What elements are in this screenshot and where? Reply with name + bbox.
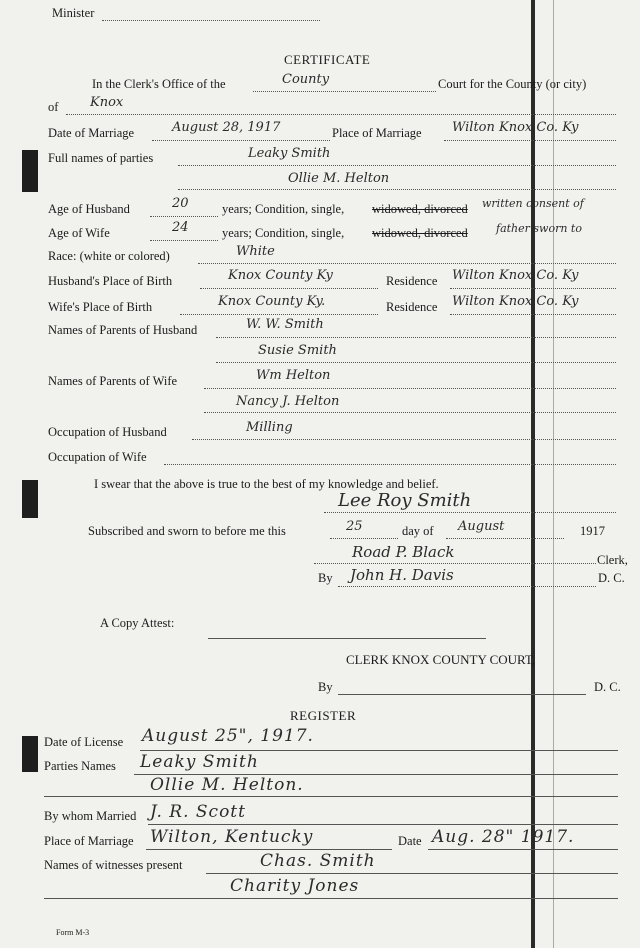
binder-tab-middle (22, 480, 38, 518)
race-value: White (236, 244, 275, 259)
register-party1-value: Leaky Smith (140, 752, 259, 772)
register-date-label: Date (398, 834, 422, 848)
license-value: August 25", 1917. (142, 726, 314, 746)
age-husband-line (150, 216, 218, 217)
age-wife-label: Age of Wife (48, 226, 110, 240)
year-value: 1917 (580, 524, 605, 538)
occupation-wife-line (164, 464, 616, 465)
attest-by-label: By (318, 680, 333, 694)
witness1-line (206, 873, 618, 874)
husband-residence-label: Residence (386, 274, 438, 288)
parent-h2-line (216, 362, 616, 363)
deputy-signature-line (338, 586, 596, 587)
married-by-label: By whom Married (44, 809, 137, 823)
husband-birth-value: Knox County Ky (228, 268, 333, 283)
license-line (140, 750, 618, 751)
register-place-label: Place of Marriage (44, 834, 134, 848)
binder-tab-top (22, 150, 38, 192)
date-of-marriage-label: Date of Marriage (48, 126, 135, 140)
party2-value: Ollie M. Helton (288, 171, 390, 186)
license-label: Date of License (44, 735, 124, 749)
court-label: Court for the County (or city) (438, 77, 587, 91)
fold-line-faint (553, 0, 554, 948)
witnesses-label: Names of witnesses present (44, 858, 183, 872)
minister-line (102, 20, 320, 21)
place-of-marriage-line (444, 140, 616, 141)
parent-h2-value: Susie Smith (258, 343, 337, 358)
day-line (330, 538, 398, 539)
fold-line (531, 0, 535, 948)
copy-attest-label: A Copy Attest: (100, 616, 175, 630)
wife-birth-line (180, 314, 378, 315)
wife-birth-label: Wife's Place of Birth (48, 300, 153, 314)
copy-attest-line (208, 638, 486, 639)
place-of-marriage-label: Place of Marriage (332, 126, 422, 140)
husband-residence-line (450, 288, 616, 289)
occupation-husband-value: Milling (246, 420, 293, 435)
age-husband-label: Age of Husband (48, 202, 130, 216)
register-party2-line (44, 796, 618, 797)
occupation-husband-line (192, 439, 616, 440)
month-value: August (458, 519, 505, 534)
consent-note-1: written consent of (482, 197, 584, 210)
parent-w1-value: Wm Helton (256, 368, 331, 383)
register-party2-value: Ollie M. Helton. (150, 775, 304, 795)
husband-condition-text: years; Condition, single, (222, 202, 345, 216)
clerk-county-court: CLERK KNOX COUNTY COURT, (346, 652, 536, 667)
deputy-by-label: By (318, 571, 333, 585)
deputy-dc-label: D. C. (598, 571, 625, 585)
register-date-line (428, 849, 618, 850)
affiant-signature: Lee Roy Smith (338, 490, 472, 511)
clerk-signature-line (314, 563, 596, 564)
full-names-label: Full names of parties (48, 151, 154, 165)
of-line (66, 114, 616, 115)
clerk-office-line (253, 91, 436, 92)
husband-widowed-divorced: widowed, divorced (372, 202, 468, 216)
clerk-signature: Road P. Black (352, 543, 455, 561)
deputy-signature: John H. Davis (350, 566, 454, 584)
parties-names-label: Parties Names (44, 759, 116, 773)
clerk-label: Clerk, (597, 553, 628, 567)
place-of-marriage-value: Wilton Knox Co. Ky (452, 120, 579, 135)
register-place-line (146, 849, 392, 850)
age-wife-line (150, 240, 218, 241)
party2-line (178, 189, 616, 190)
husband-birth-line (200, 288, 378, 289)
certificate-title: CERTIFICATE (284, 52, 371, 67)
signature-line (324, 512, 616, 513)
attest-dc-label: D. C. (594, 680, 621, 694)
occupation-husband-label: Occupation of Husband (48, 425, 167, 439)
wife-residence-line (450, 314, 616, 315)
age-wife-value: 24 (172, 220, 189, 235)
day-of-label: day of (402, 524, 434, 538)
age-husband-value: 20 (172, 196, 189, 211)
consent-note-2: father sworn to (496, 222, 582, 235)
form-number: Form M-3 (56, 928, 90, 937)
husband-residence-value: Wilton Knox Co. Ky (452, 268, 579, 283)
clerk-office-value: County (282, 72, 330, 87)
parent-w2-value: Nancy J. Helton (236, 394, 340, 409)
month-line (446, 538, 564, 539)
wife-condition-text: years; Condition, single, (222, 226, 345, 240)
party1-line (178, 165, 616, 166)
subscribed-label: Subscribed and sworn to before me this (88, 524, 286, 538)
wife-birth-value: Knox County Ky. (218, 294, 326, 309)
witness1-value: Chas. Smith (260, 851, 376, 871)
register-title: REGISTER (290, 708, 357, 723)
day-value: 25 (346, 519, 363, 534)
race-line (198, 263, 616, 264)
parents-husband-label: Names of Parents of Husband (48, 323, 198, 337)
race-label: Race: (white or colored) (48, 249, 170, 263)
clerk-office-label: In the Clerk's Office of the (92, 77, 226, 91)
date-of-marriage-value: August 28, 1917 (172, 120, 281, 135)
married-by-line (148, 824, 618, 825)
witness2-line (44, 898, 618, 899)
witness2-value: Charity Jones (230, 876, 360, 896)
parent-w2-line (204, 412, 616, 413)
married-by-value: J. R. Scott (150, 802, 246, 822)
binder-tab-bottom (22, 736, 38, 772)
register-date-value: Aug. 28" 1917. (432, 827, 575, 847)
wife-residence-label: Residence (386, 300, 438, 314)
wife-residence-value: Wilton Knox Co. Ky (452, 294, 579, 309)
minister-label: Minister (52, 6, 95, 20)
husband-birth-label: Husband's Place of Birth (48, 274, 173, 288)
parent-w1-line (204, 388, 616, 389)
register-place-value: Wilton, Kentucky (150, 827, 314, 847)
swear-text: I swear that the above is true to the best of my knowledge and belief. (94, 477, 439, 491)
wife-widowed-divorced: widowed, divorced (372, 226, 468, 240)
of-value: Knox (90, 95, 124, 110)
occupation-wife-label: Occupation of Wife (48, 450, 147, 464)
parent-h1-line (216, 337, 616, 338)
parents-wife-label: Names of Parents of Wife (48, 374, 178, 388)
attest-by-line (338, 694, 586, 695)
party1-value: Leaky Smith (248, 146, 331, 161)
of-label: of (48, 100, 59, 114)
parent-h1-value: W. W. Smith (246, 317, 324, 332)
date-of-marriage-line (152, 140, 330, 141)
